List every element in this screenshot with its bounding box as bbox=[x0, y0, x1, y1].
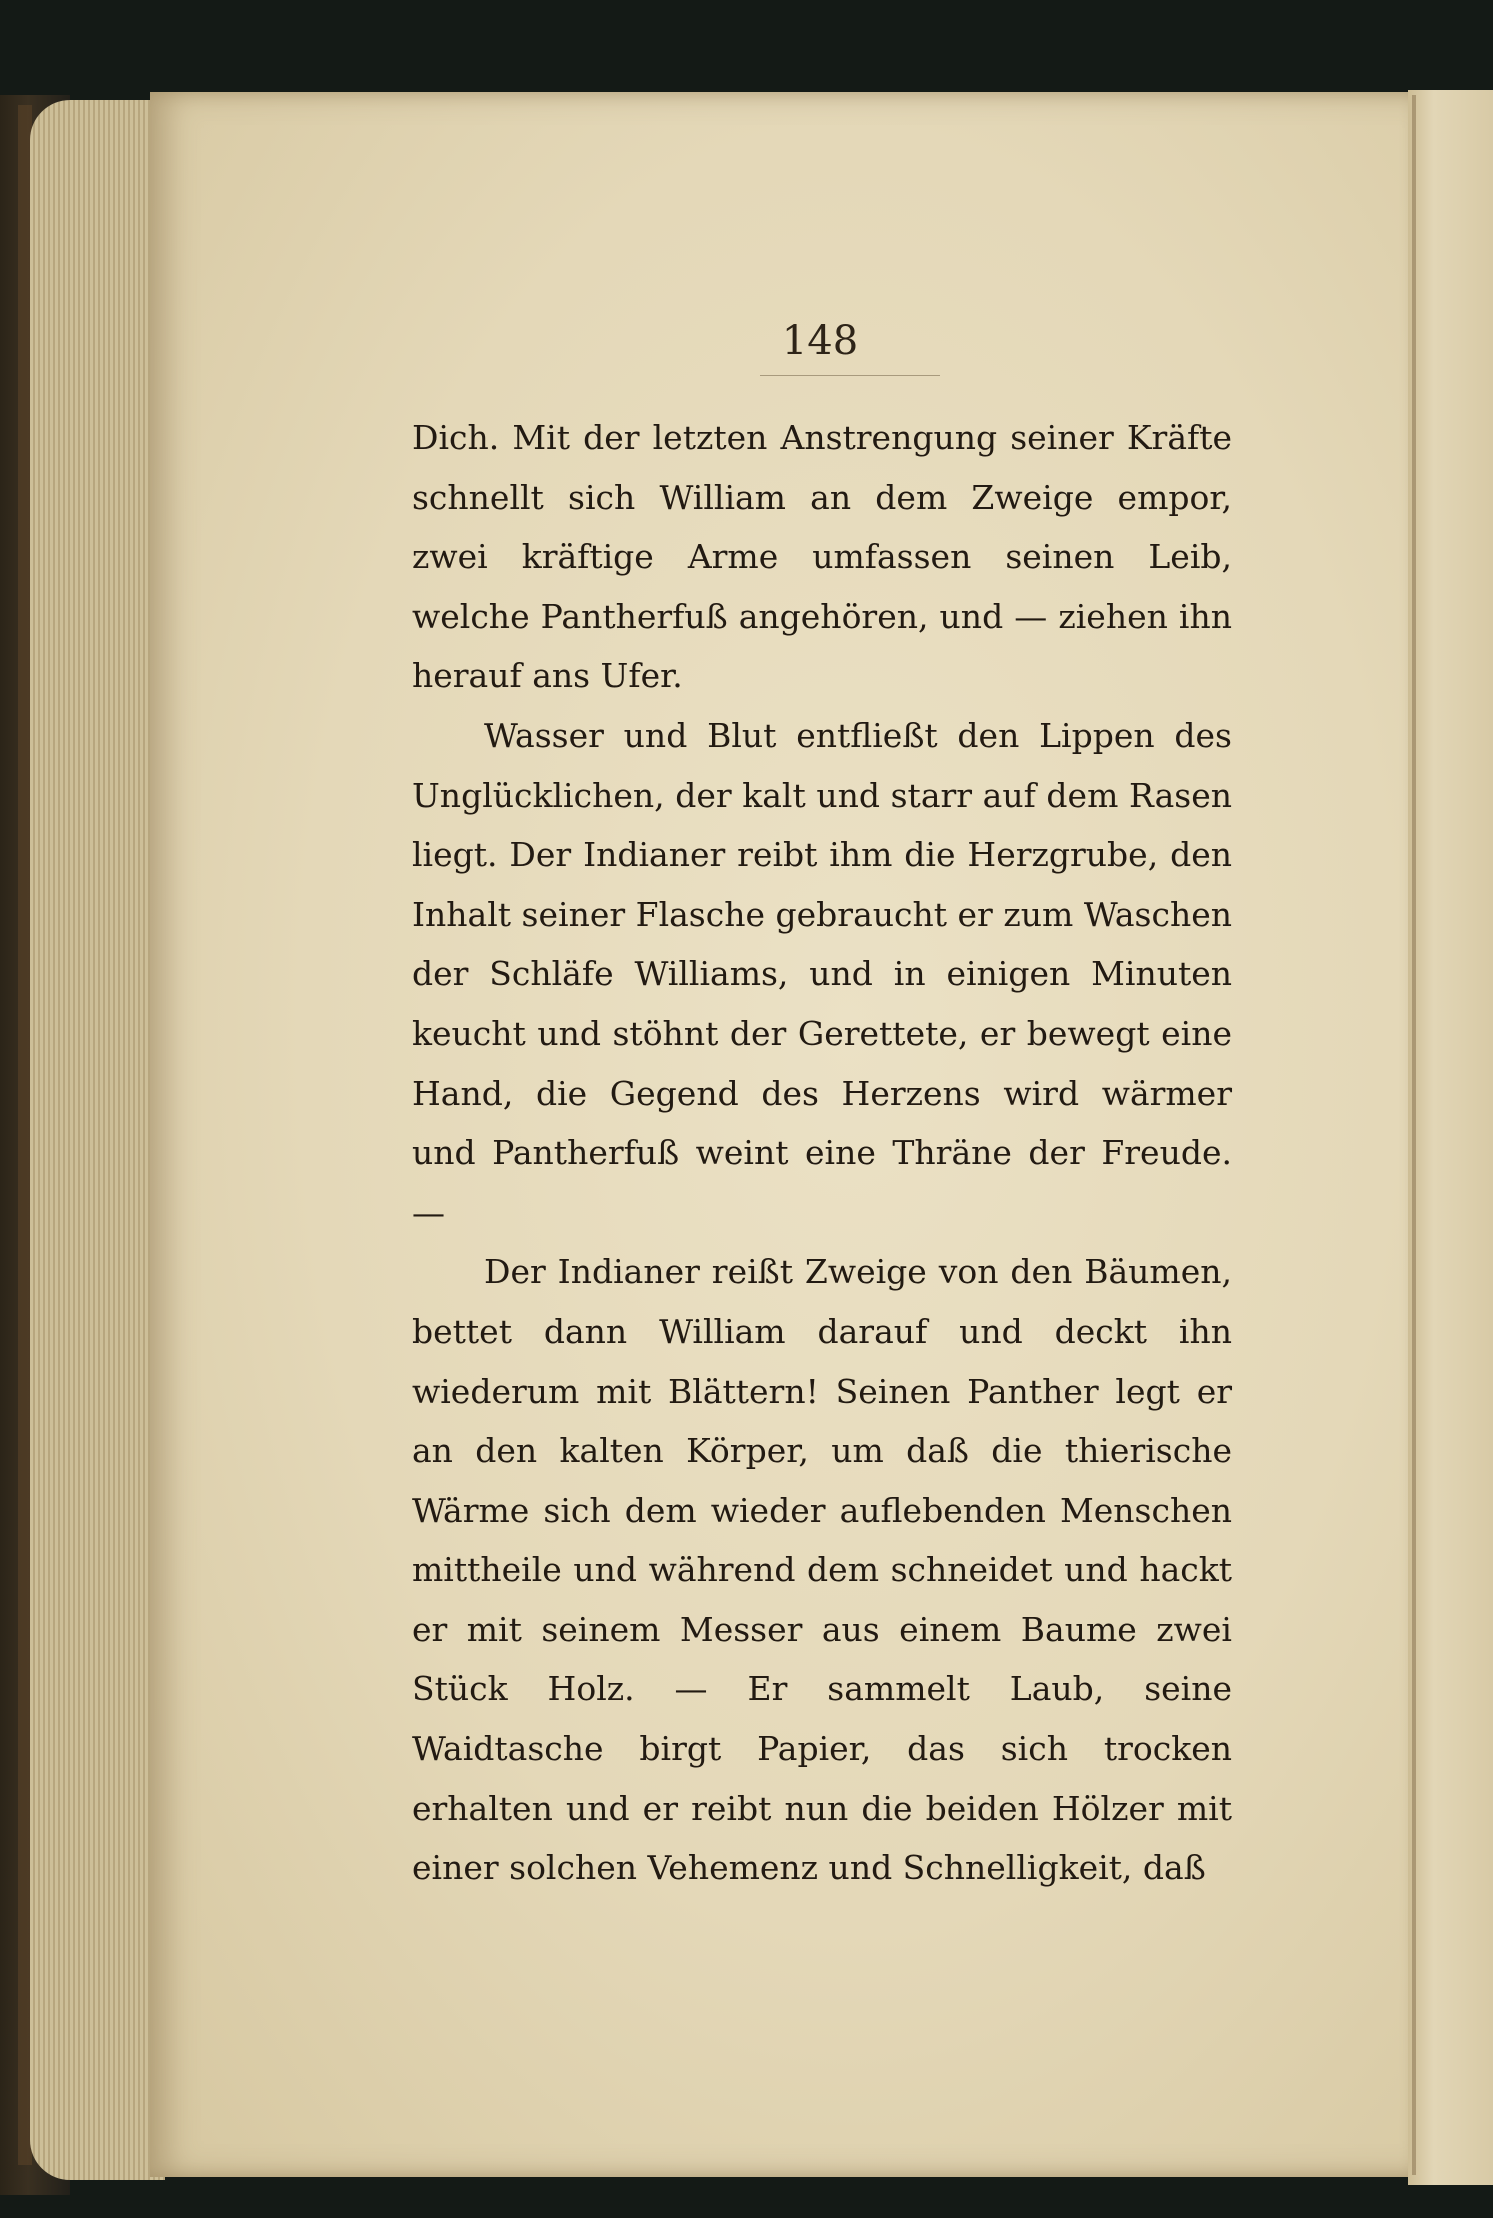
body-text bbox=[412, 408, 1232, 1898]
page-number-rule bbox=[760, 375, 940, 376]
book-gutter bbox=[1408, 90, 1493, 2185]
paragraph-1: Dich. Mit der letzten Anstrengung seiner Kräfte schnellt sich William an dem Zweige empor, zwei kräftige Arme umfassen seinen Leib, welche Pantherfuß angehören, und — ziehen ihn herauf ans Ufer. bbox=[412, 418, 1232, 696]
gutter-fold-line bbox=[1412, 95, 1416, 2175]
paragraph-2: Wasser und Blut entfließt den Lippen des Unglücklichen, der kalt und starr auf dem Rasen liegt. Der Indianer reibt ihm die Herzgrube, den Inhalt seiner Flasche gebraucht er zum Waschen der Schläfe Williams, und in einigen Minuten keucht und stöhnt der Gerettete, er bewegt eine Hand, die Gegend des Herzens wird wärmer und Pantherfuß weint eine Thräne der Freude. — bbox=[412, 715, 1232, 1232]
paragraph-3: Der Indianer reißt Zweige von den Bäumen, bettet dann William darauf und deckt ihn wiederum mit Blättern! Seinen Panther legt er an den kalten Körper, um daß die thierische Wärme sich dem wieder auflebenden Menschen mittheile und während dem schneidet und hackt er mit seinem Messer aus einem Baume zwei Stück Holz. — Er sammelt Laub, seine Waidtasche birgt Papier, das sich trocken erhalten und er reibt nun die beiden Hölzer mit einer solchen Vehemenz und Schnelligkeit, daß bbox=[412, 1252, 1232, 1888]
page-number: 148 bbox=[781, 318, 859, 364]
page-stack-edges bbox=[30, 100, 165, 2180]
